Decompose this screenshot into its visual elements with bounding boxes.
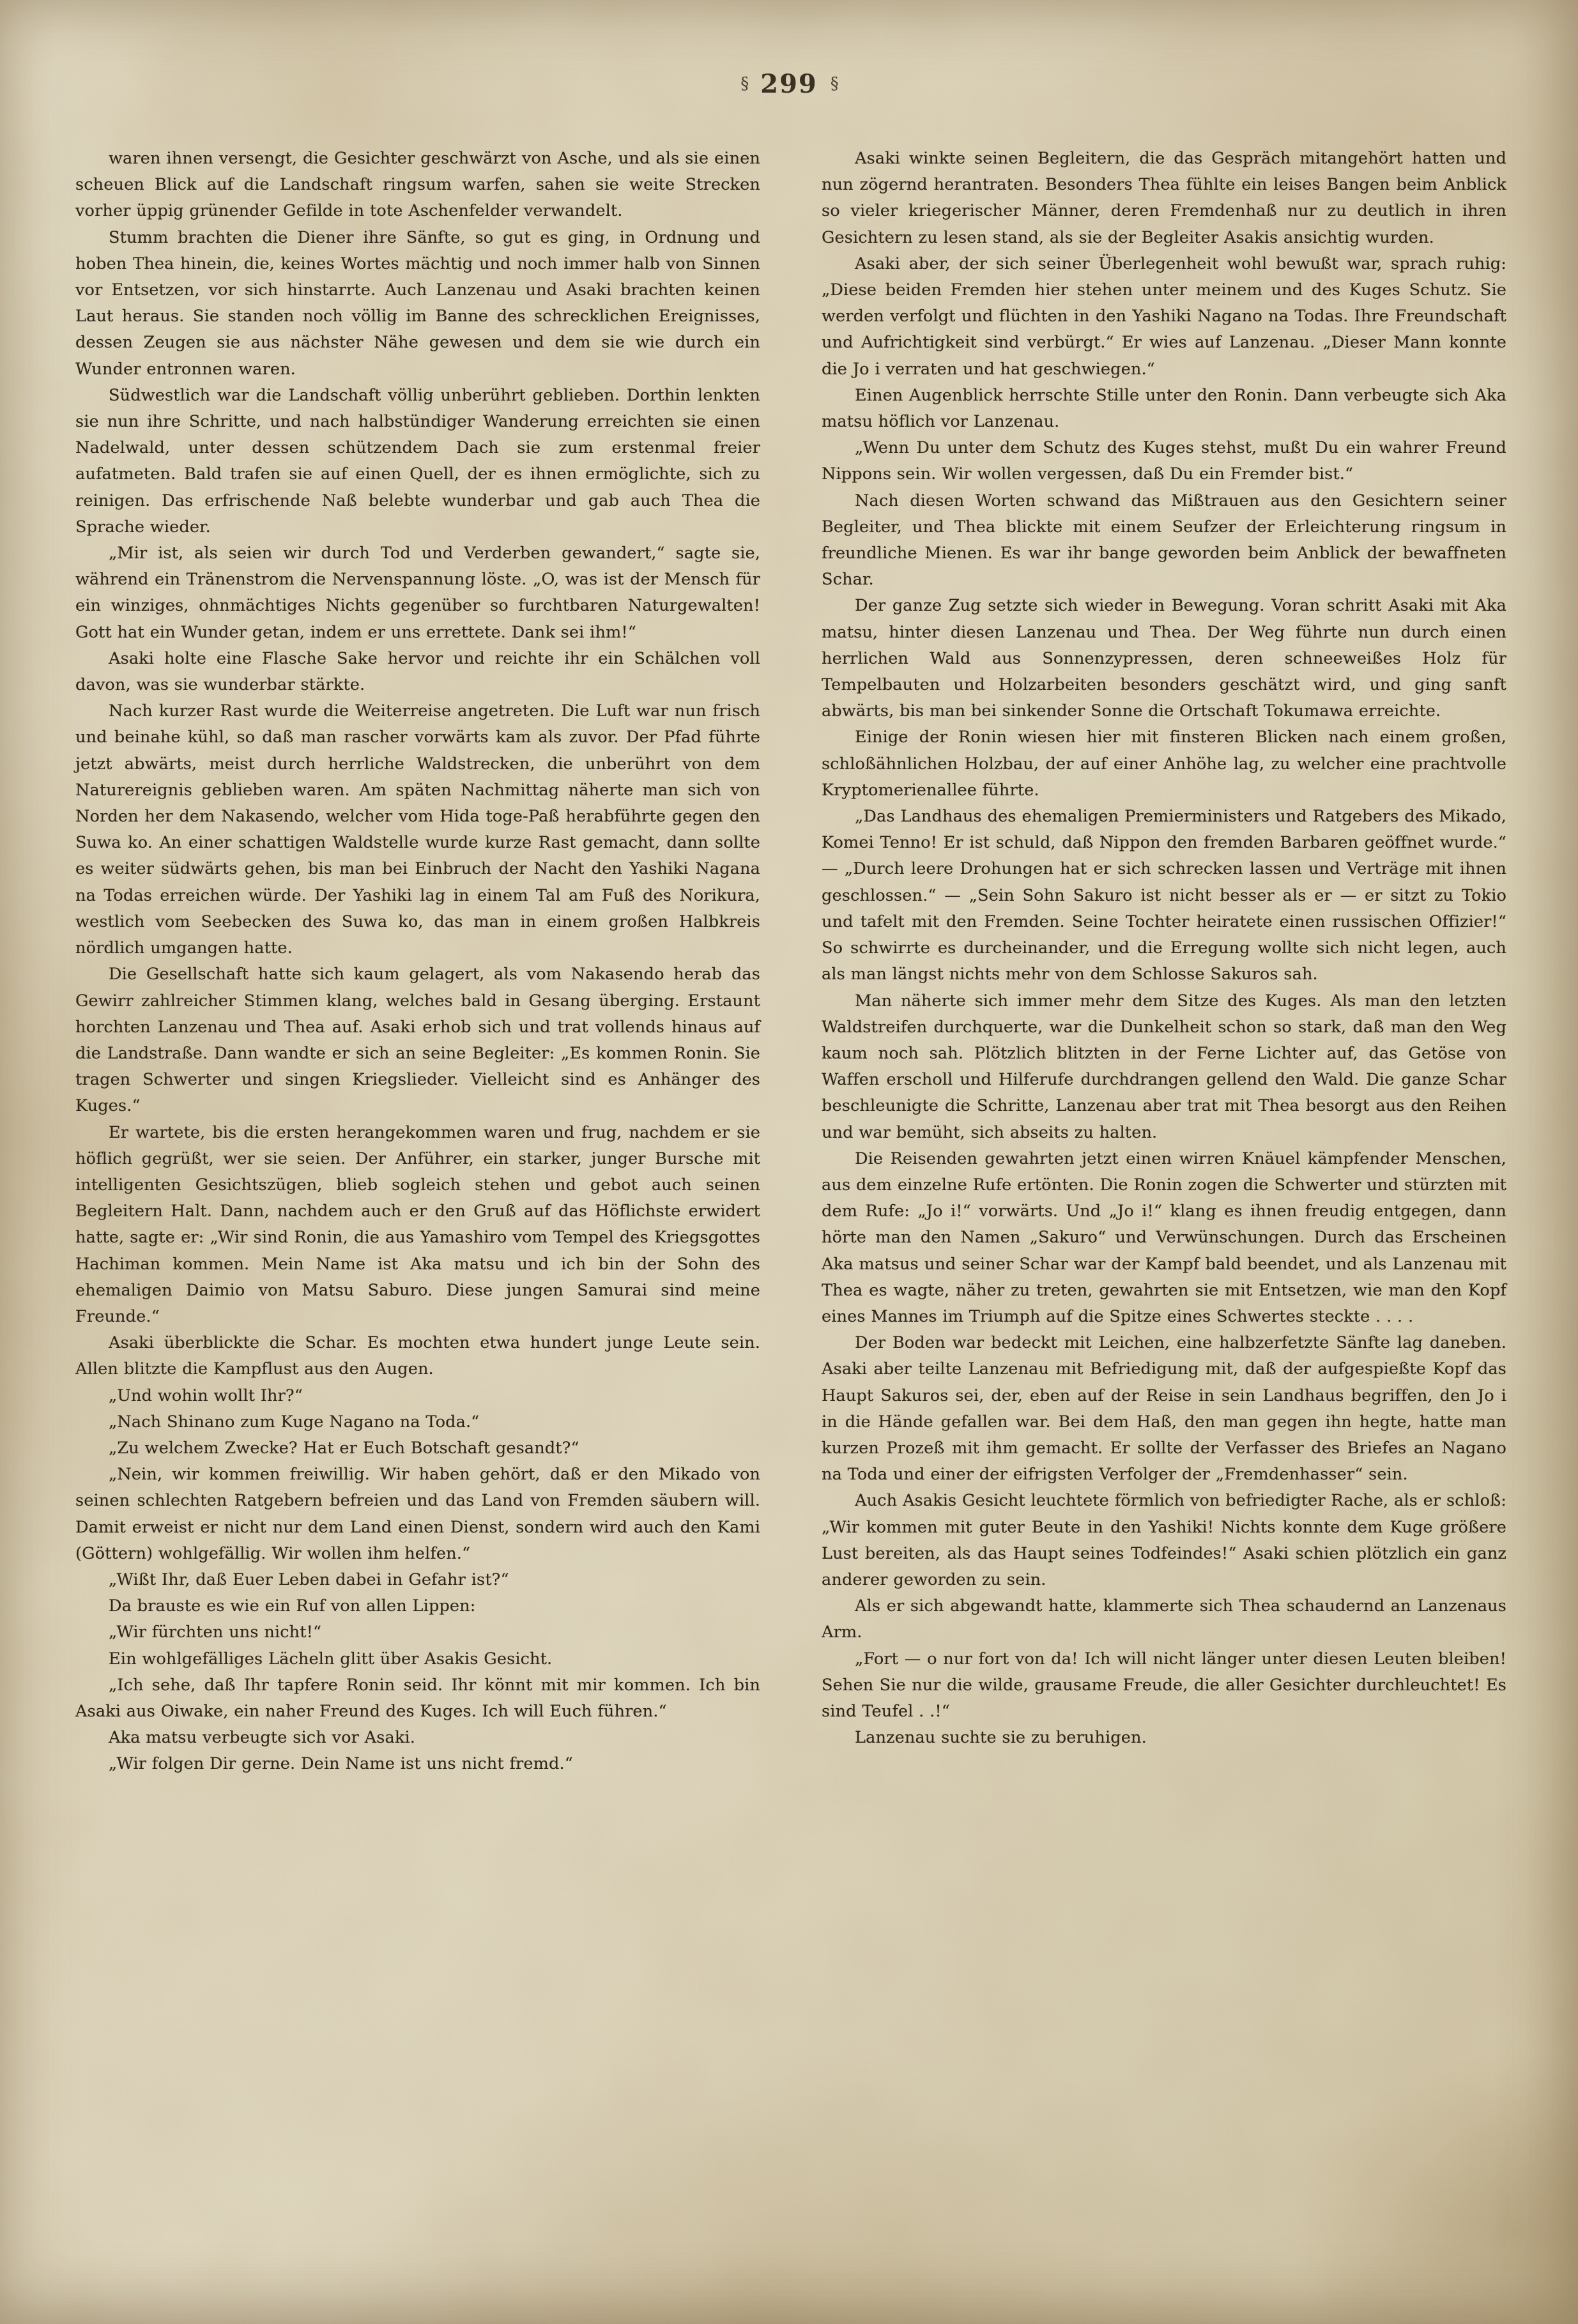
paragraph: Der Boden war bedeckt mit Leichen, eine halbzerfetzte Sänfte lag daneben. Asaki aber teilte Lanzenau mit Befriedigung mit, daß der aufgespießte Kopf das Haupt Sakuros sei, der, eben auf der Reise in sein Landhaus begriffen, den Jo i in die Hände gefallen war. Bei dem Haß, den man gegen ihn hegte, hatte man kurzen Prozeß mit ihm gemacht. Er sollte der Verfasser des Briefes an Nagano na Toda und einer der eifrigsten Verfolger der „Fremdenhasser“ sein.: [822, 1333, 1506, 1485]
paragraph: Stumm brachten die Diener ihre Sänfte, so gut es ging, in Ordnung und hoben Thea hinein, die, keines Wortes mächtig und noch immer halb von Sinnen vor Entsetzen, vor sich hinstarrte. Auch Lanzenau und Asaki brachten keinen Laut heraus. Sie standen noch völlig im Banne des schrecklichen Ereignisses, dessen Zeugen sie aus nächster Nähe gewesen und dem sie wie durch ein Wunder entronnen waren.: [75, 227, 760, 379]
column-right: [822, 146, 1506, 2247]
page-number: 299: [760, 69, 818, 99]
column-left: [75, 146, 760, 2247]
ornament-left-icon: §: [740, 74, 748, 93]
paragraph: Südwestlich war die Landschaft völlig unberührt geblieben. Dorthin lenkten sie nun ihre Schritte, und nach halbstündiger Wanderung erreichten sie einen Nadelwald, unter dessen schützendem Dach sie zum erstenmal freier aufatmeten. Bald trafen sie auf einen Quell, der es ihnen ermöglichte, sich zu reinigen. Das erfrischende Naß belebte wunderbar und gab auch Thea die Sprache wieder.: [75, 385, 760, 537]
paragraph-dialogue: „Fort — o nur fort von da! Ich will nicht länger unter diesen Leuten bleiben! Sehen Sie nur die wilde, grausame Freude, die aller Gesichter durchleuchtet! Es sind Teufel . .!“: [822, 1649, 1506, 1721]
paragraph: Die Reisenden gewahrten jetzt einen wirren Knäuel kämpfender Menschen, aus dem einzelne Rufe ertönten. Die Ronin zogen die Schwerter und stürzten mit dem Rufe: „Jo i!“ vorwärts. Und „Jo i!“ klang es ihnen freudig entgegen, dann hörte man den Namen „Sakuro“ und Verwünschungen. Durch das Erscheinen Aka matsus und seiner Schar war der Kampf bald beendet, und als Lanzenau mit Thea es wagte, näher zu treten, gewahrten sie mit Entsetzen, wie man den Kopf eines Mannes im Triumph auf die Spitze eines Schwertes steckte . . . .: [822, 1149, 1506, 1326]
paragraph: Auch Asakis Gesicht leuchtete förmlich von befriedigter Rache, als er schloß: „Wir kommen mit guter Beute in den Yashiki! Nichts konnte dem Kuge größere Lust bereiten, als das Haupt seines Todfeindes!“ Asaki schien plötzlich ein ganz anderer geworden zu sein.: [822, 1491, 1506, 1589]
paragraph-dialogue: „Ich sehe, daß Ihr tapfere Ronin seid. Ihr könnt mit mir kommen. Ich bin Asaki aus Oiwake, ein naher Freund des Kuges. Ich will Euch führen.“: [75, 1675, 760, 1721]
paragraph-dialogue: „Das Landhaus des ehemaligen Premierministers und Ratgebers des Mikado, Komei Tenno! Er ist schuld, daß Nippon den fremden Barbaren geöffnet wurde.“ — „Durch leere Drohungen hat er sich schrecken lassen und Verträge mit ihnen geschlossen.“ — „Sein Sohn Sakuro ist nicht besser als er — er sitzt zu Tokio und tafelt mit den Fremden. Seine Tochter heiratete einen russischen Offizier!“ So schwirrte es durcheinander, und die Erregung wollte sich nicht legen, auch als man längst nichts mehr von dem Schlosse Sakuros sah.: [822, 807, 1506, 984]
paragraph: Asaki überblickte die Schar. Es mochten etwa hundert junge Leute sein. Allen blitzte die Kampflust aus den Augen.: [75, 1333, 760, 1379]
paragraph-dialogue: „Wißt Ihr, daß Euer Leben dabei in Gefahr ist?“: [109, 1570, 509, 1589]
paragraph: Asaki winkte seinen Begleitern, die das Gespräch mitangehört hatten und nun zögernd herantraten. Besonders Thea fühlte ein leises Bangen beim Anblick so vieler kriegerischer Männer, deren Fremdenhaß nur zu deutlich in ihren Gesichtern zu lesen stand, als sie der Begleiter Asakis ansichtig wurden.: [822, 149, 1506, 247]
page-header: [0, 69, 1578, 107]
paragraph-dialogue: „Nach Shinano zum Kuge Nagano na Toda.“: [109, 1412, 480, 1432]
paragraph-dialogue: „Wenn Du unter dem Schutz des Kuges stehst, mußt Du ein wahrer Freund Nippons sein. Wir wollen vergessen, daß Du ein Fremder bist.“: [822, 438, 1506, 484]
paragraph: „Mir ist, als seien wir durch Tod und Verderben gewandert,“ sagte sie, während ein Tränenstrom die Nervenspannung löste. „O, was ist der Mensch für ein winziges, ohnmächtiges Nichts gegenüber so furchtbaren Naturgewalten! Gott hat ein Wunder getan, indem er uns errettete. Dank sei ihm!“: [75, 544, 760, 642]
paragraph: Da brauste es wie ein Ruf von allen Lippen:: [109, 1596, 476, 1616]
paragraph: Als er sich abgewandt hatte, klammerte sich Thea schaudernd an Lanzenaus Arm.: [822, 1596, 1506, 1642]
paragraph-dialogue: „Wir fürchten uns nicht!“: [109, 1623, 322, 1642]
paragraph: Asaki aber, der sich seiner Überlegenheit wohl bewußt war, sprach ruhig: „Diese beiden Fremden hier stehen unter meinem und des Kuges Schutz. Sie werden verfolgt und flüchten in den Yashiki Nagano na Todas. Ihre Freundschaft und Aufrichtigkeit sind verbürgt.“ Er wies auf Lanzenau. „Dieser Mann konnte die Jo i verraten und hat geschwiegen.“: [822, 254, 1506, 379]
paragraph: Die Gesellschaft hatte sich kaum gelagert, als vom Nakasendo herab das Gewirr zahlreicher Stimmen klang, welches bald in Gesang überging. Erstaunt horchten Lanzenau und Thea auf. Asaki erhob sich und trat vollends hinaus auf die Landstraße. Dann wandte er sich an seine Begleiter: „Es kommen Ronin. Sie tragen Schwerter und singen Kriegslieder. Vielleicht sind es Anhänger des Kuges.“: [75, 965, 760, 1116]
paragraph-dialogue: „Nein, wir kommen freiwillig. Wir haben gehört, daß er den Mikado von seinen schlechten Ratgebern befreien und das Land von Fremden säubern will. Damit erweist er nicht nur dem Land einen Dienst, sondern wird auch den Kami (Göttern) wohlgefällig. Wir wollen ihm helfen.“: [75, 1465, 760, 1563]
paragraph: Er wartete, bis die ersten herangekommen waren und frug, nachdem er sie höflich gegrüßt, wer sie seien. Der Anführer, ein starker, junger Bursche mit intelligenten Gesichtszügen, blieb sogleich stehen und gebot auch seinen Begleitern Halt. Dann, nachdem auch er den Gruß auf das Höflichste erwidert hatte, sagte er: „Wir sind Ronin, die aus Yamashiro vom Tempel des Kriegsgottes Hachiman kommen. Mein Name ist Aka matsu und ich bin der Sohn des ehemaligen Daimio von Matsu Saburo. Diese jungen Samurai sind meine Freunde.“: [75, 1122, 760, 1326]
paragraph: Aka matsu verbeugte sich vor Asaki.: [109, 1728, 415, 1748]
paragraph: Nach diesen Worten schwand das Mißtrauen aus den Gesichtern seiner Begleiter, und Thea blickte mit einem Seufzer der Erleichterung ringsum in freundliche Mienen. Es war ihr bange geworden beim Anblick der bewaffneten Schar.: [822, 491, 1506, 590]
paragraph: Man näherte sich immer mehr dem Sitze des Kuges. Als man den letzten Waldstreifen durchquerte, war die Dunkelheit schon so stark, daß man den Weg kaum noch sah. Plötzlich blitzten in der Ferne Lichter auf, das Getöse von Waffen erscholl und Hilferufe durchdrangen gellend den Wald. Die ganze Schar beschleunigte die Schritte, Lanzenau aber trat mit Thea besorgt aus den Reihen und war bemüht, sich abseits zu halten.: [822, 991, 1506, 1142]
paragraph-dialogue: „Wir folgen Dir gerne. Dein Name ist uns nicht fremd.“: [109, 1754, 573, 1774]
ornament-right-icon: §: [830, 74, 838, 93]
paragraph: waren ihnen versengt, die Gesichter geschwärzt von Asche, und als sie einen scheuen Blick auf die Landschaft ringsum warfen, sahen sie weite Strecken vorher üppig grünender Gefilde in tote Aschenfelder verwandelt.: [75, 149, 760, 221]
paragraph: Ein wohlgefälliges Lächeln glitt über Asakis Gesicht.: [109, 1649, 553, 1669]
paragraph-dialogue: „Zu welchem Zwecke? Hat er Euch Botschaft gesandt?“: [109, 1438, 579, 1458]
paragraph: Einen Augenblick herrschte Stille unter den Ronin. Dann verbeugte sich Aka matsu höflich vor Lanzenau.: [822, 385, 1506, 432]
paragraph-dialogue: „Und wohin wollt Ihr?“: [109, 1386, 303, 1405]
paragraph: Asaki holte eine Flasche Sake hervor und reichte ihr ein Schälchen voll davon, was sie wunderbar stärkte.: [75, 648, 760, 695]
paragraph: Lanzenau suchte sie zu beruhigen.: [855, 1728, 1147, 1748]
text-columns: [75, 146, 1506, 2247]
paragraph: Einige der Ronin wiesen hier mit finsteren Blicken nach einem großen, schloßähnlichen Holzbau, der auf einer Anhöhe lag, zu welcher eine prachtvolle Kryptomerienallee führte.: [822, 728, 1506, 800]
paragraph: Nach kurzer Rast wurde die Weiterreise angetreten. Die Luft war nun frisch und beinahe kühl, so daß man rascher vorwärts kam als zuvor. Der Pfad führte jetzt abwärts, meist durch herrliche Waldstrecken, die unberührt von dem Naturereignis geblieben waren. Am späten Nachmittag näherte man sich von Norden her dem Nakasendo, welcher vom Hida toge-Paß herabführte gegen den Suwa ko. An einer schattigen Waldstelle wurde kurze Rast gemacht, dann sollte es weiter südwärts gehen, bis man bei Einbruch der Nacht den Yashiki Nagana na Todas erreichen würde. Der Yashiki lag in einem Tal am Fuß des Norikura, westlich vom Seebecken des Suwa ko, das man in einem großen Halbkreis nördlich umgangen hatte.: [75, 701, 760, 958]
paragraph: Der ganze Zug setzte sich wieder in Bewegung. Voran schritt Asaki mit Aka matsu, hinter diesen Lanzenau und Thea. Der Weg führte nun durch einen herrlichen Wald aus Sonnenzypressen, deren schneeweißes Holz für Tempelbauten und Holzarbeiten besonders geschätzt wird, und ging sanft abwärts, bis man bei sinkender Sonne die Ortschaft Tokumawa erreichte.: [822, 596, 1506, 721]
